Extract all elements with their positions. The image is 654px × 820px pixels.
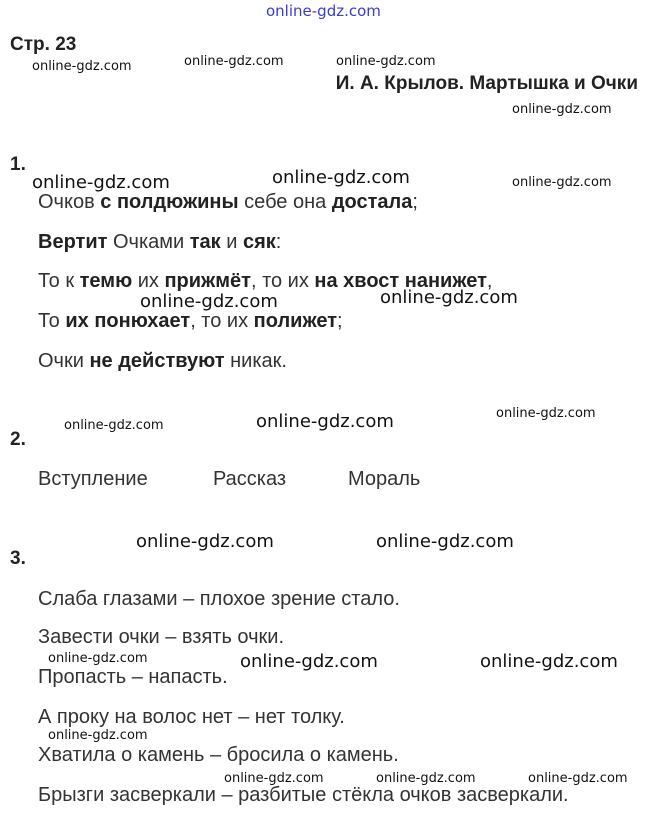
task3-line: Хватила о камень – бросила о камень. [38, 744, 399, 766]
watermark: online-gdz.com [48, 728, 148, 743]
watermark: online-gdz.com [32, 172, 170, 193]
bold-fragment: темю [79, 270, 133, 292]
task3-line: Брызги засверкали – разбитые стёкла очков засверкали. [38, 784, 569, 806]
bold-fragment: сяк [242, 231, 276, 253]
task1-line [38, 310, 343, 333]
page-label: Стр. 23 [10, 34, 77, 55]
task2-number: 2. [10, 429, 26, 450]
watermark: online-gdz.com [140, 291, 278, 312]
page-title: И. А. Крылов. Мартышка и Очки [335, 73, 638, 94]
watermark: online-gdz.com [528, 771, 628, 786]
bold-fragment: прижмёт [164, 270, 251, 292]
watermark: online-gdz.com [480, 651, 618, 672]
watermark: online-gdz.com [376, 531, 514, 552]
text-fragment: , то их [190, 310, 254, 332]
bold-fragment: достала [331, 191, 413, 213]
watermark: online-gdz.com [224, 771, 324, 786]
bold-fragment: Вертит [38, 231, 108, 253]
site-watermark-top: online-gdz.com [266, 2, 381, 20]
task1-line [38, 191, 418, 214]
text-fragment: Очков [38, 191, 101, 213]
text-fragment: То [38, 310, 66, 332]
task1-line [38, 350, 287, 373]
task3-number: 3. [10, 548, 26, 569]
text-fragment: , то их [250, 270, 315, 292]
watermark: online-gdz.com [136, 531, 274, 552]
bold-fragment: не действуют [89, 350, 225, 372]
text-fragment: Очками [107, 231, 190, 253]
watermark: online-gdz.com [380, 287, 518, 308]
task3-line: Завести очки – взять очки. [38, 626, 284, 648]
text-fragment: и [220, 231, 243, 253]
bold-fragment: с полдюжины [100, 191, 239, 213]
text-fragment: ; [412, 191, 418, 213]
watermark: online-gdz.com [496, 406, 596, 421]
watermark: online-gdz.com [336, 54, 436, 69]
watermark: online-gdz.com [256, 411, 394, 432]
task1-number: 1. [10, 154, 26, 175]
text-fragment: : [275, 231, 282, 253]
text-fragment: никак. [224, 350, 287, 372]
task2-option-story: Рассказ [213, 468, 287, 490]
text-fragment: их [132, 270, 165, 292]
watermark: online-gdz.com [184, 54, 284, 69]
task2-option-moral: Мораль [348, 468, 421, 490]
watermark: online-gdz.com [240, 651, 378, 672]
text-fragment: себе она [238, 191, 332, 213]
watermark: online-gdz.com [32, 59, 132, 74]
task3-line: Пропасть – напасть. [38, 666, 228, 688]
task1-line [38, 231, 281, 254]
task3-line: Слаба глазами – плохое зрение стало. [38, 588, 400, 610]
text-fragment: ; [337, 310, 343, 332]
bold-fragment: их понюхает [65, 310, 191, 332]
task3-line: А проку на волос нет – нет толку. [38, 706, 345, 728]
text-fragment: Очки [38, 350, 90, 372]
text-fragment: , [486, 270, 493, 292]
watermark: online-gdz.com [512, 102, 612, 117]
bold-fragment: так [189, 231, 221, 253]
watermark: online-gdz.com [512, 175, 612, 190]
watermark: online-gdz.com [272, 167, 410, 188]
bold-fragment: на хвост нанижет [314, 270, 487, 292]
watermark: online-gdz.com [376, 771, 476, 786]
watermark: online-gdz.com [48, 651, 148, 666]
task2-option-intro: Вступление [38, 468, 148, 490]
text-fragment: То к [38, 270, 80, 292]
watermark: online-gdz.com [64, 418, 164, 433]
bold-fragment: полижет [253, 310, 338, 332]
